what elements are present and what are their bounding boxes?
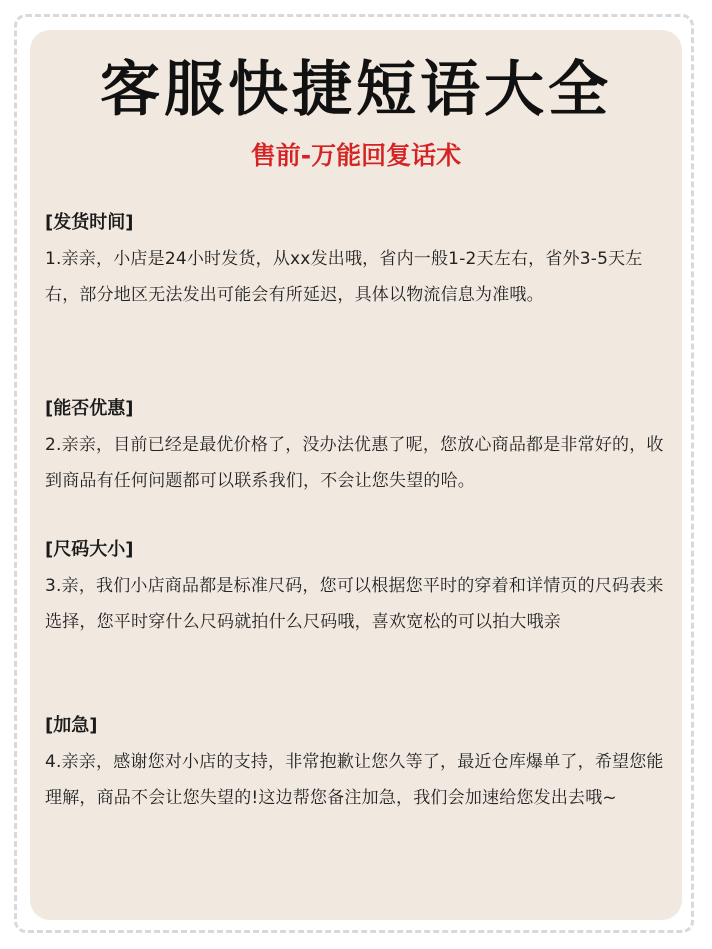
section-body: 3.亲，我们小店商品都是标准尺码，您可以根据您平时的穿着和详情页的尺码表来选择，您平时穿什么尺码就拍什么尺码哦，喜欢宽松的可以拍大哦亲 bbox=[45, 576, 664, 632]
section-heading: [能否优惠] bbox=[45, 398, 134, 419]
section-heading: [加急] bbox=[45, 715, 98, 736]
page-title: 客服快捷短语大全 bbox=[100, 55, 612, 125]
section-heading: [发货时间] bbox=[45, 212, 134, 233]
reply-section-size bbox=[45, 532, 675, 640]
reply-section-discount bbox=[45, 391, 675, 499]
page-subtitle: 售前-万能回复话术 bbox=[250, 141, 462, 170]
section-body: 2.亲亲，目前已经是最优价格了，没办法优惠了呢，您放心商品都是非常好的，收到商品有任何问题都可以联系我们，不会让您失望的哈。 bbox=[45, 435, 664, 491]
section-body: 4.亲亲，感谢您对小店的支持，非常抱歉让您久等了，最近仓库爆单了，希望您能理解，商品不会让您失望的!这边帮您备注加急，我们会加速给您发出去哦~ bbox=[45, 752, 664, 808]
reply-section-urgent bbox=[45, 708, 675, 816]
section-body: 1.亲亲，小店是24小时发货，从xx发出哦，省内一般1-2天左右，省外3-5天左右，部分地区无法发出可能会有所延迟，具体以物流信息为准哦。 bbox=[45, 249, 643, 305]
reply-section-shipping-time bbox=[45, 205, 675, 313]
section-heading: [尺码大小] bbox=[45, 539, 134, 560]
